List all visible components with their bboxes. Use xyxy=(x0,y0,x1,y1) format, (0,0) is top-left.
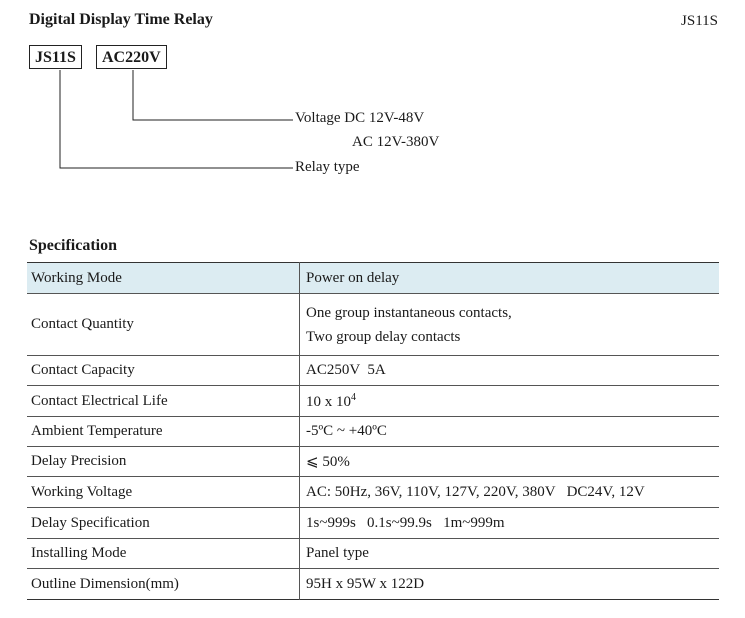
table-row xyxy=(27,539,719,569)
value-cell: ⩽ 50% xyxy=(306,454,350,470)
page-title: Digital Display Time Relay xyxy=(29,11,213,28)
voltage-label-dc: Voltage DC 12V-48V xyxy=(295,110,425,126)
value-cell: 1s~999s 0.1s~99.9s 1m~999m xyxy=(306,514,505,531)
param-cell: Installing Mode xyxy=(27,539,300,569)
table-row xyxy=(27,386,719,417)
table-row xyxy=(27,477,719,508)
param-cell: Contact Capacity xyxy=(27,356,300,386)
param-cell: Outline Dimension(mm) xyxy=(27,569,300,600)
param-cell: Delay Specification xyxy=(27,508,300,539)
value-cell: -5ºC ~ +40ºC xyxy=(306,423,387,439)
code-segment-voltage: AC220V xyxy=(96,45,167,69)
value-cell: Panel type xyxy=(306,545,369,561)
value-cell: AC250V 5A xyxy=(306,362,386,378)
table-row xyxy=(27,356,719,386)
value-cell xyxy=(300,294,720,356)
table-row xyxy=(27,447,719,477)
specification-table xyxy=(27,262,719,600)
param-cell: Contact Quantity xyxy=(27,294,300,356)
param-cell: Contact Electrical Life xyxy=(27,386,300,417)
table-row xyxy=(27,569,719,600)
value-cell: Power on delay xyxy=(306,269,400,286)
model-number: JS11S xyxy=(681,13,718,29)
value-cell: AC: 50Hz, 36V, 110V, 127V, 220V, 380V DC24V, 12V xyxy=(306,483,645,500)
relay-type-connector-line xyxy=(60,70,293,168)
code-connector-lines xyxy=(0,0,745,200)
code-segment-model: JS11S xyxy=(29,45,82,69)
value-line: Two group delay contacts xyxy=(306,328,461,345)
param-cell: Working Mode xyxy=(27,263,300,294)
value-cell xyxy=(300,386,720,417)
specification-title: Specification xyxy=(29,237,117,254)
value-cell: 95H x 95W x 122D xyxy=(306,575,425,592)
table-row xyxy=(27,508,719,539)
value-base: 10 x 10 xyxy=(306,393,351,410)
voltage-label-ac: AC 12V-380V xyxy=(352,134,440,150)
table-row xyxy=(27,294,719,356)
param-cell: Ambient Temperature xyxy=(27,417,300,447)
value-line: One group instantaneous contacts, xyxy=(306,304,512,321)
param-cell: Delay Precision xyxy=(27,447,300,477)
table-row xyxy=(27,263,719,294)
value-exponent: 4 xyxy=(351,391,356,403)
param-cell: Working Voltage xyxy=(27,477,300,508)
voltage-connector-line xyxy=(133,70,293,120)
relay-type-label: Relay type xyxy=(295,159,360,175)
table-row xyxy=(27,417,719,447)
